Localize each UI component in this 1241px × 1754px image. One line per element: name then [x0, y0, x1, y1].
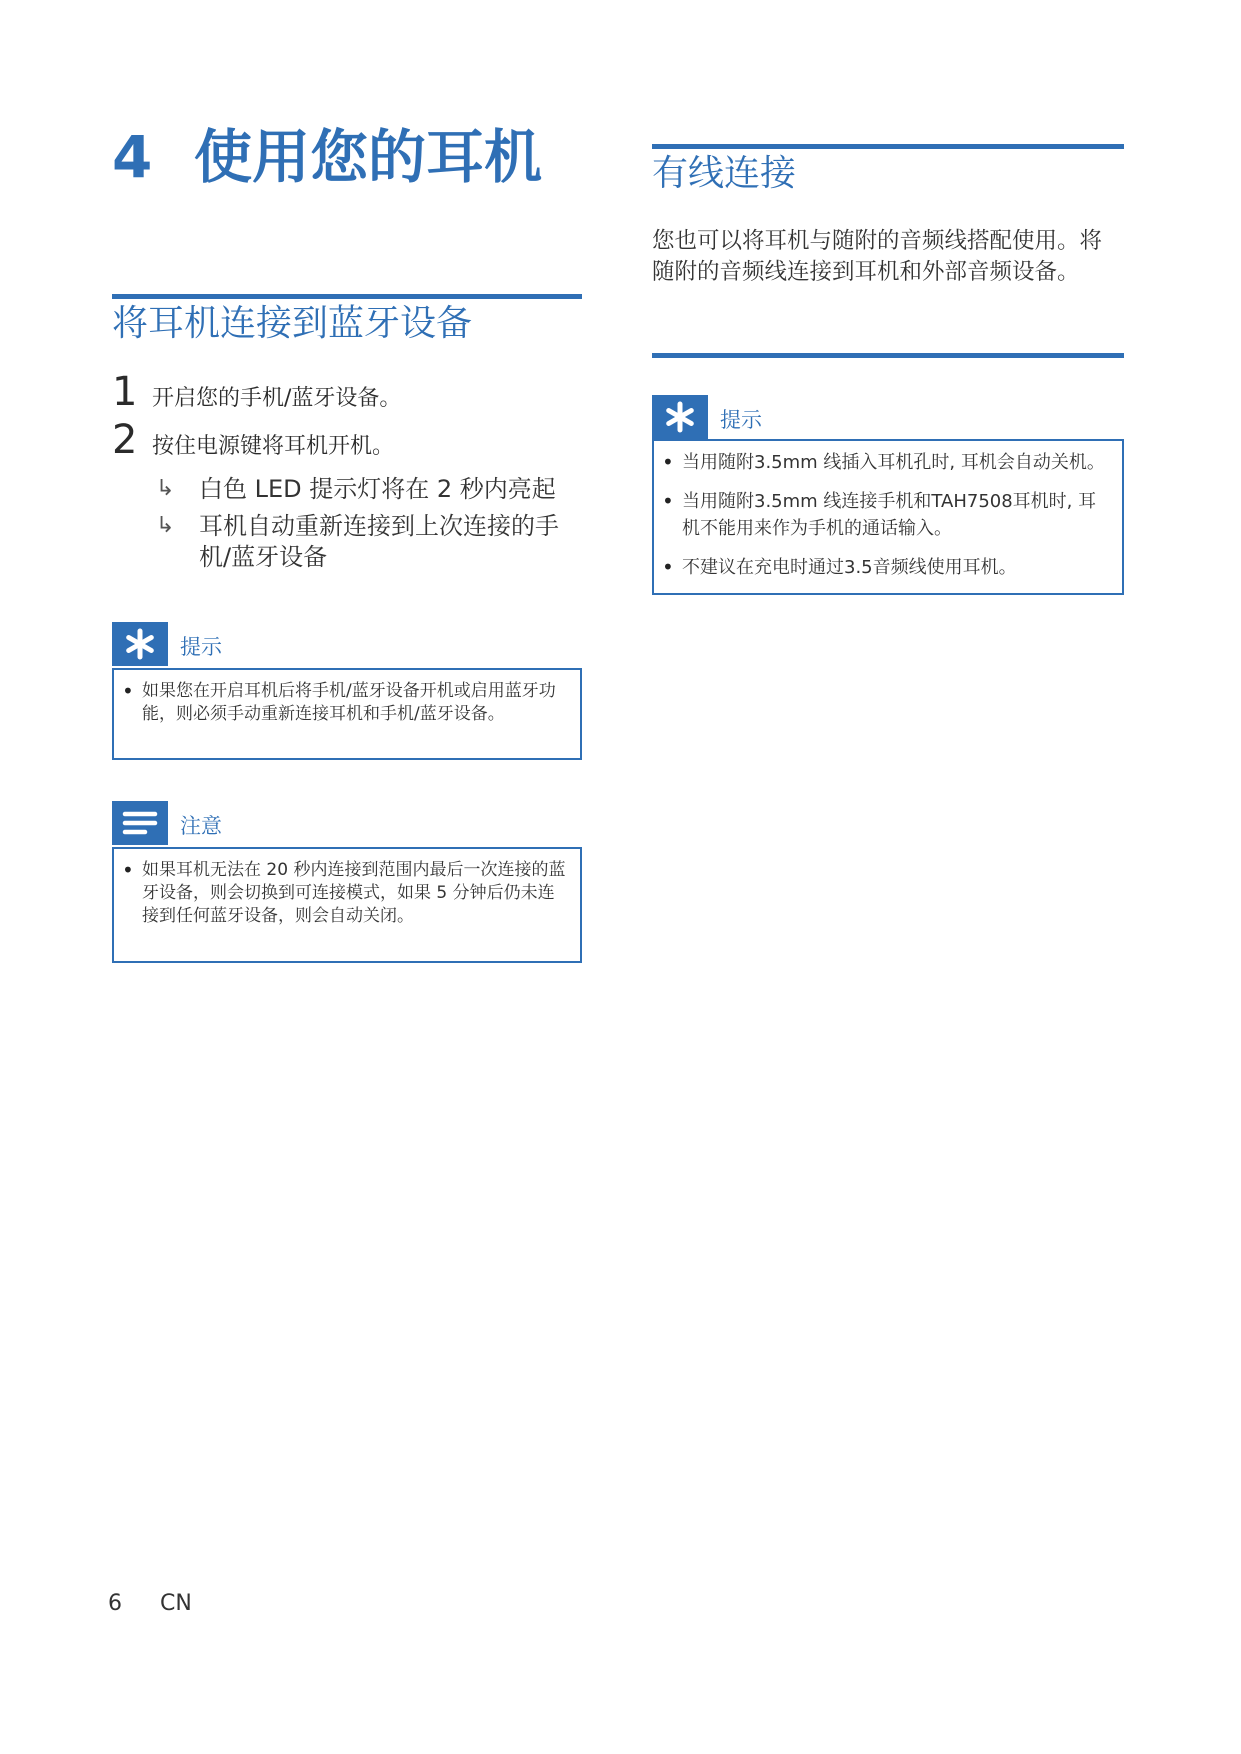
step-text: 开启您的手机/蓝牙设备。	[152, 386, 402, 411]
step-text: 按住电源键将耳机开机。	[152, 434, 395, 459]
step-number: 1	[112, 369, 138, 415]
note-box	[112, 847, 582, 963]
asterisk-icon	[652, 395, 708, 439]
note-label: 注意	[180, 814, 222, 838]
tip-item: • 如果您在开启耳机后将手机/蓝牙设备开机或启用蓝牙功能，则必须手动重新连接耳机和手机/蓝牙设备。	[114, 680, 566, 726]
note-header	[112, 801, 222, 845]
page-number: 6	[108, 1591, 122, 1616]
tip-label: 提示	[720, 408, 762, 432]
tip-box-wired	[652, 439, 1124, 595]
tip-item: • 不建议在充电时通过3.5音频线使用耳机。	[654, 554, 1112, 581]
step-1	[112, 369, 402, 415]
note-item: • 如果耳机无法在 20 秒内连接到范围内最后一次连接的蓝牙设备，则会切换到可连接模式，如果 5 分钟后仍未连接到任何蓝牙设备，则会自动关闭。	[114, 859, 566, 928]
chapter-number: 4	[112, 123, 153, 191]
tip-label: 提示	[180, 635, 222, 659]
tip-header-wired	[652, 395, 762, 439]
result-arrow-icon: ↳	[156, 476, 175, 501]
step-number: 2	[112, 417, 138, 463]
section-rule-wired	[652, 144, 1124, 149]
tip-item: • 当用随附3.5mm 线插入耳机孔时, 耳机会自动关机。	[654, 449, 1112, 476]
result-arrow-icon: ↳	[156, 513, 175, 538]
result-text: 白色 LED 提示灯将在 2 秒内亮起	[199, 475, 556, 503]
tip-header	[112, 622, 222, 666]
result-item	[156, 511, 586, 573]
language-code: CN	[160, 1591, 192, 1616]
chapter-title	[112, 123, 543, 191]
result-text: 耳机自动重新连接到上次连接的手机/蓝牙设备	[199, 512, 559, 571]
page-footer	[108, 1591, 192, 1616]
section-title-bluetooth: 将耳机连接到蓝牙设备	[112, 303, 473, 344]
note-lines-icon	[112, 801, 168, 845]
tip-item: • 当用随附3.5mm 线连接手机和TAH7508耳机时, 耳机不能用来作为手机的通话输入。	[654, 488, 1112, 542]
step-2	[112, 417, 395, 463]
asterisk-icon	[112, 622, 168, 666]
tip-rule-wired	[652, 353, 1124, 358]
chapter-title-text: 使用您的耳机	[194, 123, 543, 191]
section-rule-bluetooth	[112, 294, 582, 299]
result-item	[156, 474, 586, 505]
wired-body-text: 您也可以将耳机与随附的音频线搭配使用。将随附的音频线连接到耳机和外部音频设备。	[652, 228, 1103, 285]
tip-box	[112, 668, 582, 760]
section-title-wired: 有线连接	[652, 153, 797, 194]
